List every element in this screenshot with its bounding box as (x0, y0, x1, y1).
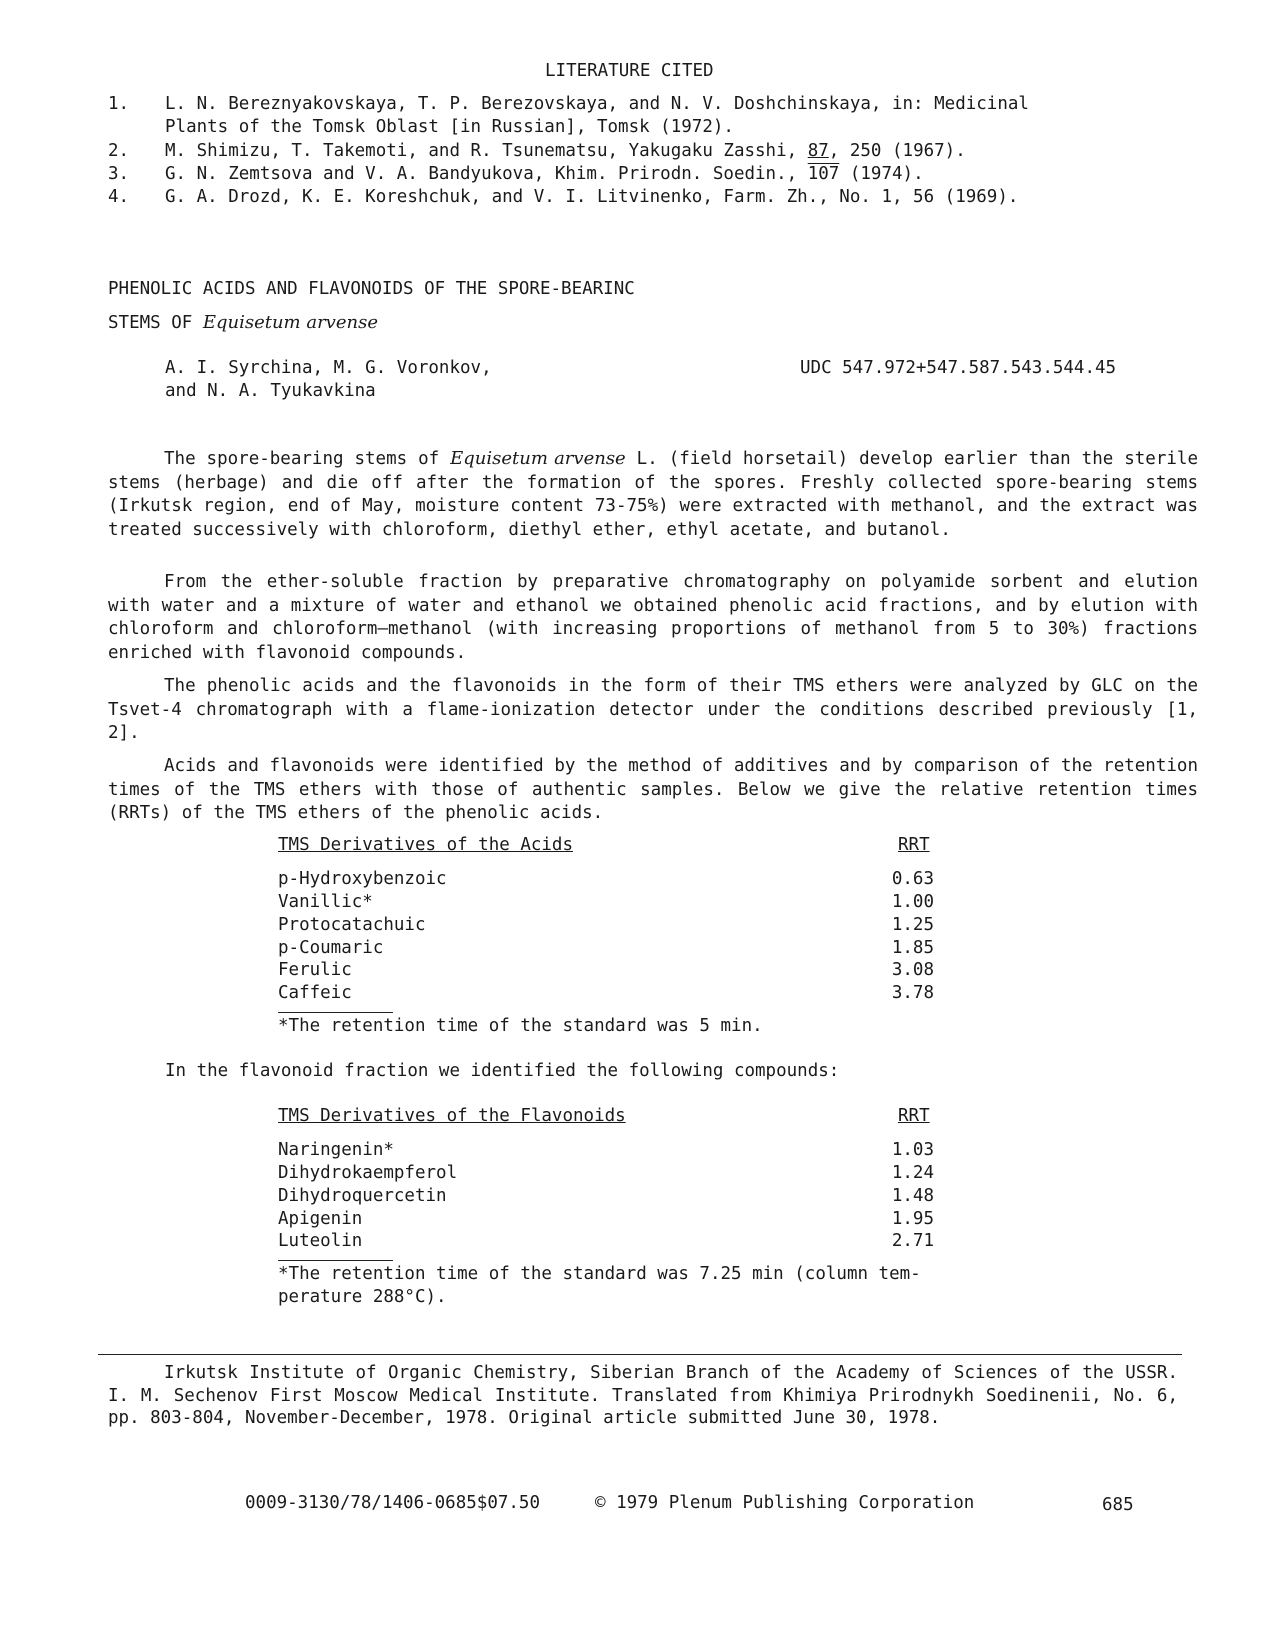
acid-rrt-4: 1.85 (891, 938, 934, 958)
flavonoids-footnote-line1: *The retention time of the standard was 7.25 min (column tem- (278, 1264, 921, 1284)
acid-name-1: p-Hydroxybenzoic (278, 869, 447, 889)
acids-table-header-rrt: RRT (898, 835, 930, 855)
ref-number-1: 1. (108, 94, 130, 114)
flavonoid-name-4: Apigenin (278, 1209, 363, 1229)
acid-rrt-6: 3.78 (891, 983, 934, 1003)
ref-4: G. A. Drozd, K. E. Koreshchuk, and V. I. Litvinenko, Farm. Zh., No. 1, 56 (1969). (165, 187, 1019, 207)
acids-table-header-name: TMS Derivatives of the Acids (278, 835, 574, 855)
flavonoid-rrt-1: 1.03 (891, 1140, 934, 1160)
acid-rrt-1: 0.63 (891, 869, 934, 889)
flavonoid-name-3: Dihydroquercetin (278, 1186, 447, 1206)
flavonoid-rrt-5: 2.71 (891, 1231, 934, 1251)
flavonoid-rrt-2: 1.24 (891, 1163, 934, 1183)
ref-2: M. Shimizu, T. Takemoti, and R. Tsunematsu, Yakugaku Zasshi, 87, 250 (1967). (165, 141, 966, 161)
copyright-line: © 1979 Plenum Publishing Corporation (595, 1493, 975, 1513)
authors-line2: and N. A. Tyukavkina (165, 381, 376, 401)
literature-cited-heading: LITERATURE CITED (545, 61, 714, 81)
flavonoid-name-2: Dihydrokaempferol (278, 1163, 458, 1183)
ref-number-3: 3. (108, 164, 130, 184)
acid-name-4: p-Coumaric (278, 938, 384, 958)
flavonoid-rrt-3: 1.48 (891, 1186, 934, 1206)
acid-name-6: Caffeic (278, 983, 352, 1003)
acid-name-2: Vanillic* (278, 892, 373, 912)
authors-line1: A. I. Syrchina, M. G. Voronkov, (165, 358, 492, 378)
paragraph-5: In the flavonoid fraction we identified the following compounds: (165, 1061, 840, 1081)
article-title-line2: STEMS OF Equisetum arvense (108, 312, 378, 333)
paragraph-2: From the ether-soluble fraction by preparative chromatography on polyamide sorbent and elution with water and a mixture of water and ethanol we obtained phenolic acid fractions, and by elution with chloroform and chloroform—methanol (with increasing proportions of methanol from 5 to 30%) fractions enriched with flavonoid compounds. (108, 572, 1198, 663)
flavonoids-footnote-line2: perature 288°C). (278, 1287, 447, 1307)
acid-rrt-3: 1.25 (891, 915, 934, 935)
paragraph-1: The spore-bearing stems of Equisetum arvense L. (field horsetail) develop earlier than the sterile stems (herbage) and die off after the formation of the spores. Freshly collected spore-bearing stems (Irkutsk region, end of May, moisture content 73-75%) were extracted with methanol, and the extract was treated successively with chloroform, diethyl ether, ethyl acetate, and butanol. (108, 448, 1198, 540)
flavonoids-table-header-name: TMS Derivatives of the Flavonoids (278, 1106, 626, 1126)
ref-1-line2: Plants of the Tomsk Oblast [in Russian], Tomsk (1972). (165, 117, 734, 137)
acid-rrt-5: 3.08 (891, 960, 934, 980)
flavonoid-rrt-4: 1.95 (891, 1209, 934, 1229)
ref-1-line1: L. N. Bereznyakovskaya, T. P. Berezovskaya, and N. V. Doshchinskaya, in: Medicinal (165, 94, 1029, 114)
footer-rule (98, 1354, 1182, 1355)
ref-3: G. N. Zemtsova and V. A. Bandyukova, Khim. Prirodn. Soedin., 107 (1974). (165, 164, 924, 184)
ref-2-volume: 87 (807, 141, 829, 161)
acid-name-5: Ferulic (278, 960, 352, 980)
acids-footnote: *The retention time of the standard was 5 min. (278, 1016, 763, 1036)
flavonoid-name-5: Luteolin (278, 1231, 363, 1251)
acid-rrt-2: 1.00 (891, 892, 934, 912)
page-number: 685 (1102, 1495, 1134, 1515)
affiliation-note: Irkutsk Institute of Organic Chemistry, Siberian Branch of the Academy of Sciences of the USSR. I. M. Sechenov First Moscow Medical Institute. Translated from Khimiya Prirodnykh Soedinenii, No. 6, pp. 803-804, November-December, 1978. Original article submitted June 30, 1978. (108, 1363, 1178, 1428)
ref-number-4: 4. (108, 187, 130, 207)
article-title-line1: PHENOLIC ACIDS AND FLAVONOIDS OF THE SPORE-BEARINC (108, 279, 635, 299)
publication-code: 0009-3130/78/1406-0685$07.50 (245, 1493, 541, 1513)
acids-footnote-rule (278, 1012, 393, 1013)
udc-code: UDC 547.972+547.587.543.544.45 (800, 358, 1117, 378)
paragraph-4: Acids and flavonoids were identified by the method of additives and by comparison of the retention times of the TMS ethers with those of authentic samples. Below we give the relative retention times (RRTs) of the TMS ethers of the phenolic acids. (108, 756, 1198, 823)
ref-number-2: 2. (108, 141, 130, 161)
flavonoid-name-1: Naringenin* (278, 1140, 394, 1160)
flavonoids-table-header-rrt: RRT (898, 1106, 930, 1126)
paragraph-3: The phenolic acids and the flavonoids in the form of their TMS ethers were analyzed by GLC on the Tsvet-4 chromatograph with a flame-ionization detector under the conditions described previously [1, 2]. (108, 676, 1198, 743)
species-name: Equisetum arvense (202, 312, 378, 333)
ref-3-volume: 107 (807, 164, 840, 184)
flavonoids-footnote-rule (278, 1260, 393, 1261)
acid-name-3: Protocatachuic (278, 915, 426, 935)
